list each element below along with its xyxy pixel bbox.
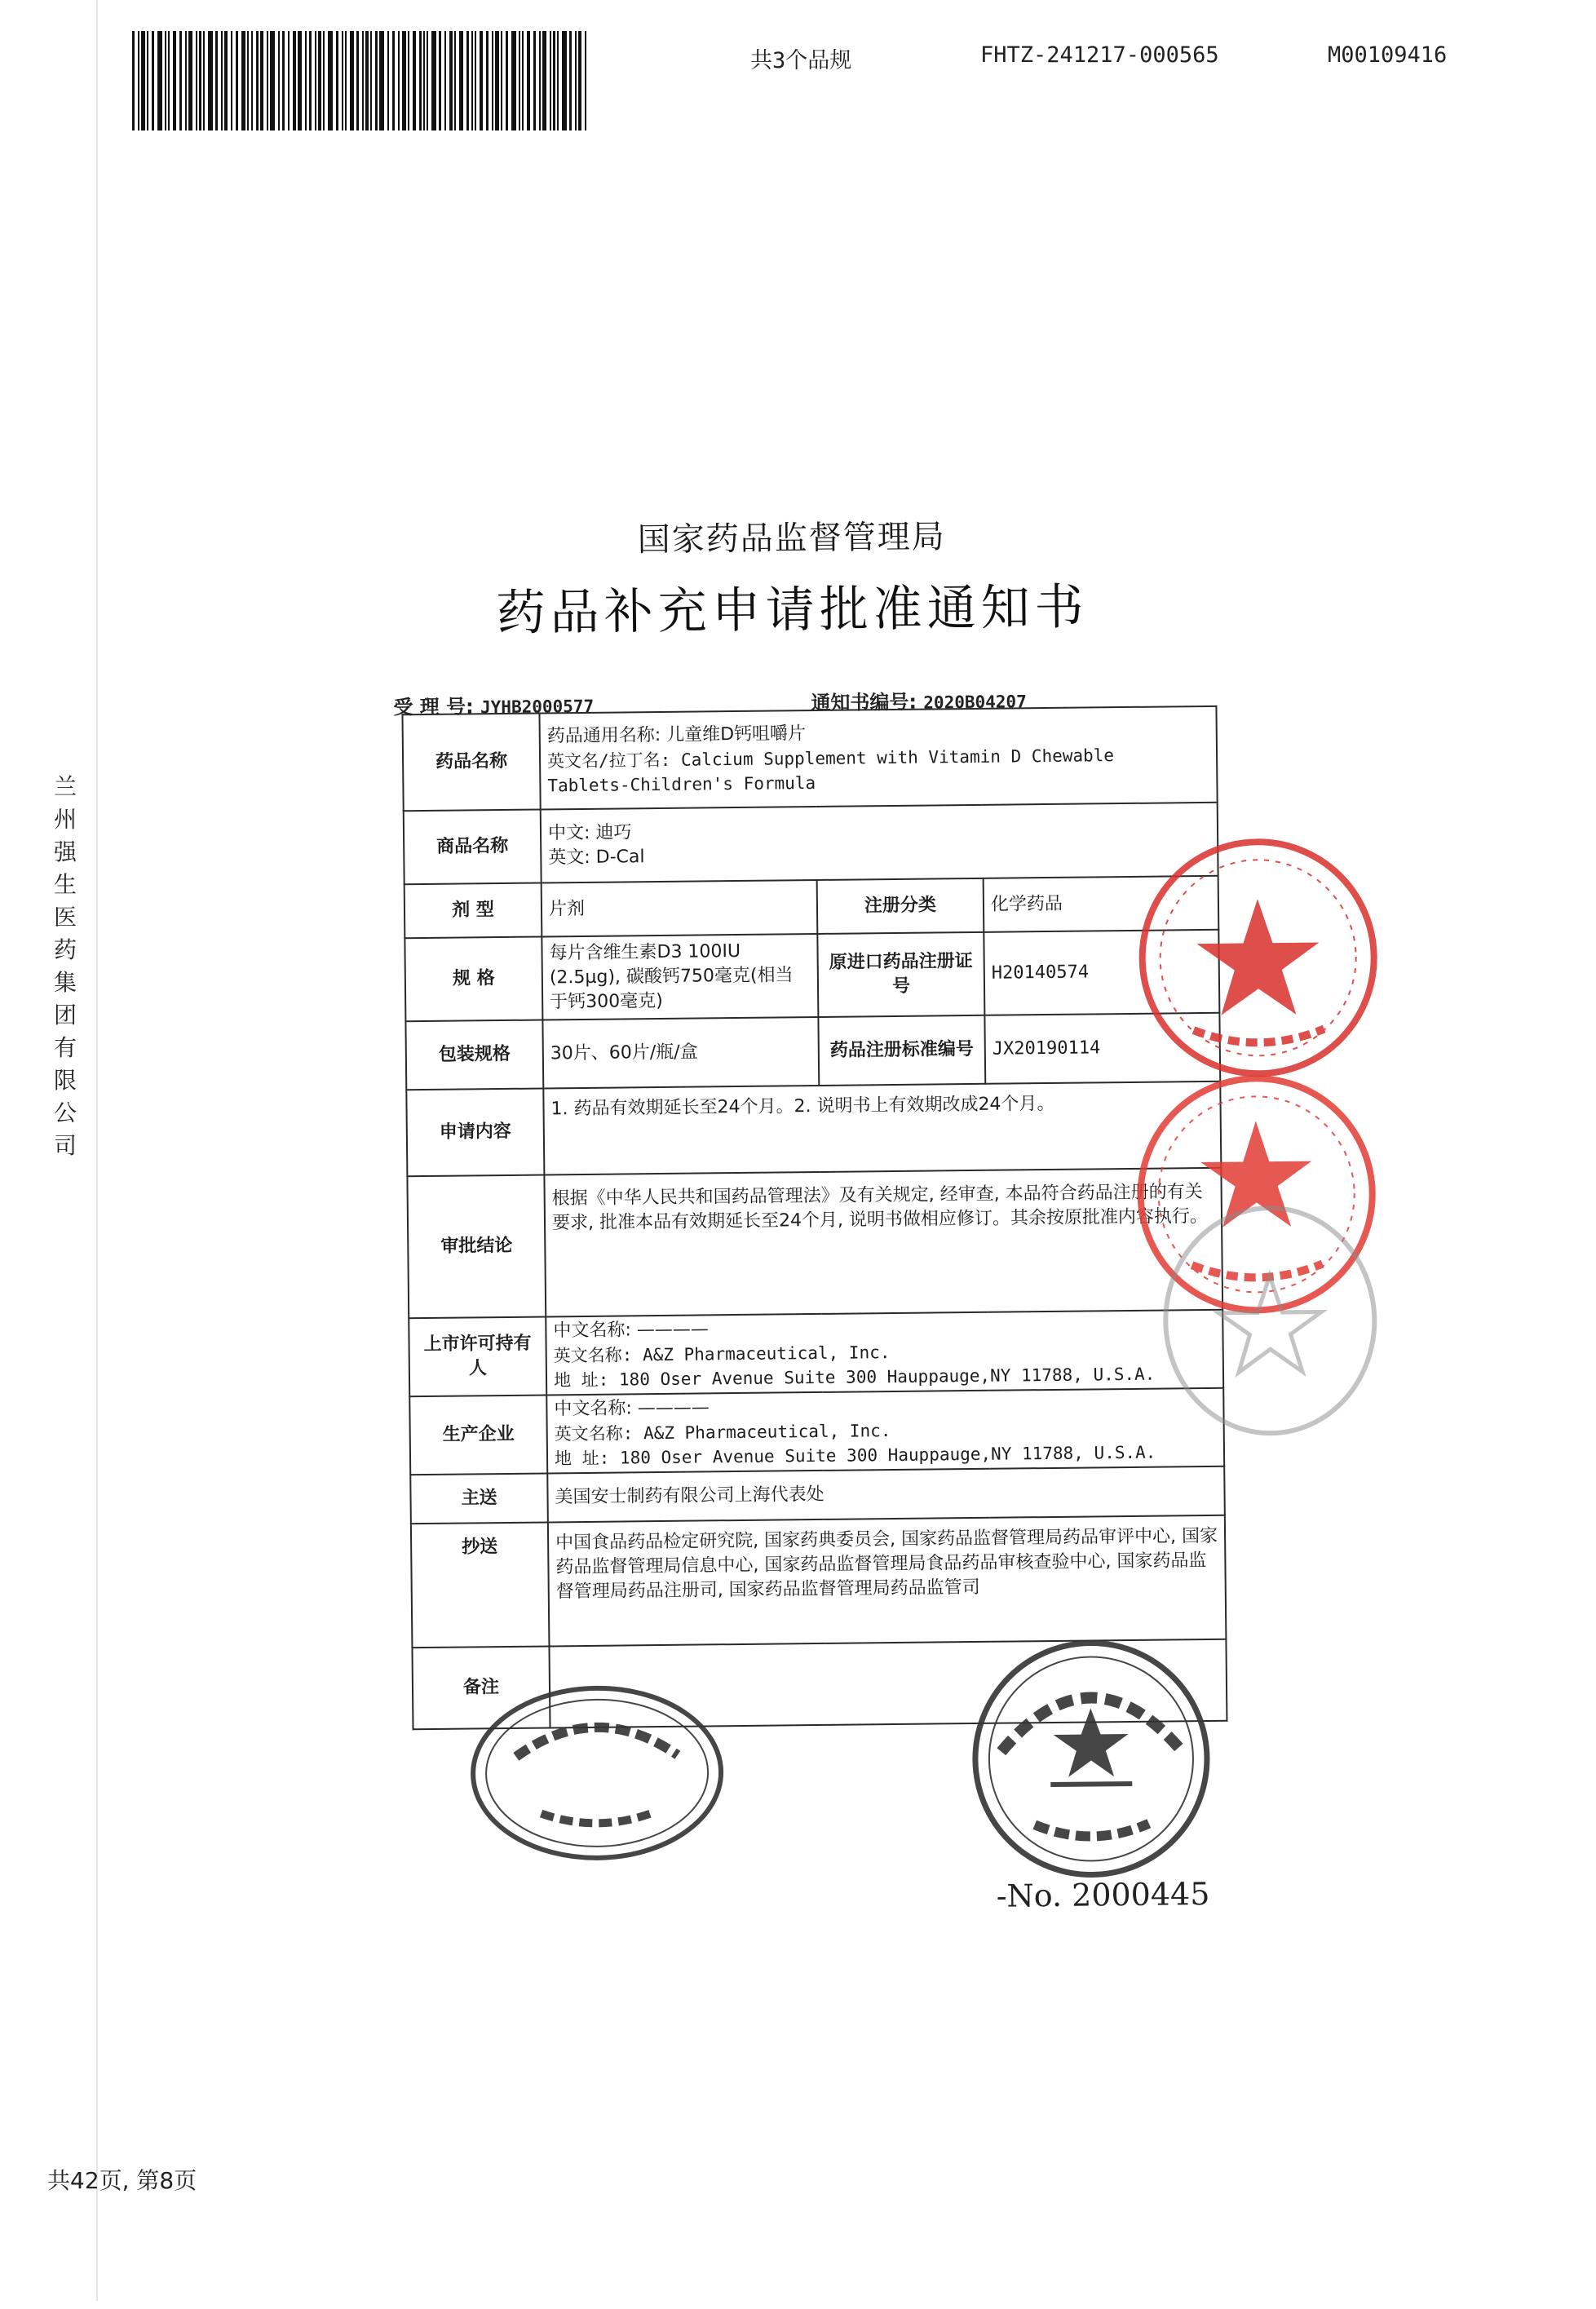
drug-name-cell (539, 706, 1217, 810)
holder-cell (546, 1310, 1223, 1396)
table-row (407, 1168, 1222, 1318)
english-name-2: Tablets-Children's Formula (547, 772, 816, 796)
holder-cn: 中文名称: ———— (553, 1319, 709, 1342)
page-counter: 共42页, 第8页 (47, 2167, 197, 2194)
dosage-value: 片剂 (542, 880, 818, 937)
table-row (405, 930, 1219, 1021)
table-row (402, 706, 1217, 811)
notice-title: 药品补充申请批准通知书 (496, 578, 1090, 643)
label-reg-class: 注册分类 (817, 878, 984, 934)
label-spec: 规 格 (405, 937, 542, 1022)
holder-address: 地 址: 180 Oser Avenue Suite 300 Hauppauge,NY 11788, U.S.A. (553, 1364, 1156, 1391)
notice-number-label: 通知书编号: (811, 690, 917, 715)
manufacturer-en: 英文名称: A&Z Pharmaceutical, Inc. (554, 1421, 891, 1444)
label-dosage: 剂 型 (405, 883, 542, 939)
application-value: 1. 药品有效期延长至24个月。2. 说明书上有效期改成24个月。 (543, 1082, 1221, 1175)
label-application: 申请内容 (406, 1088, 544, 1176)
reg-class-value: 化学药品 (984, 876, 1219, 932)
label-remark: 备注 (412, 1646, 550, 1729)
label-manufacturer: 生产企业 (409, 1395, 547, 1475)
label-cc: 抄送 (411, 1522, 550, 1648)
manufacturer-address: 地 址: 180 Oser Avenue Suite 300 Hauppauge,NY 11788, U.S.A. (554, 1442, 1156, 1469)
label-package: 包装规格 (405, 1020, 543, 1090)
table-row (411, 1515, 1227, 1648)
approval-table (401, 706, 1227, 1730)
orig-reg-no-value: H20140574 (984, 930, 1219, 1015)
red-quality-seal-top (1134, 834, 1382, 1082)
table-row (404, 803, 1218, 884)
nmpa-registration-seal (967, 1635, 1214, 1882)
notice-number-value: 2020B04207 (923, 692, 1027, 713)
trade-name-cell (541, 803, 1218, 883)
agency-name: 国家药品监督管理局 (637, 518, 946, 560)
table-row (405, 876, 1219, 938)
label-drug-name: 药品名称 (402, 714, 540, 812)
trade-name-en: 英文: D-Cal (548, 847, 645, 869)
conclusion-value: 根据《中华人民共和国药品管理法》及有关规定, 经审查, 本品符合药品注册的有关要求, 批准本品有效期延长至24个月, 说明书做相应修订。其余按原批准内容执行。 (544, 1168, 1222, 1317)
accept-number-label: 受 理 号: (393, 695, 474, 719)
label-holder: 上市许可持有人 (409, 1316, 546, 1396)
label-conclusion: 审批结论 (407, 1174, 546, 1318)
label-std-no: 药品注册标准编号 (818, 1015, 985, 1086)
spec-value: 每片含维生素D3 100IU (2.5μg), 碳酸钙750毫克(相当于钙300毫克) (542, 934, 818, 1020)
cc-value: 中国食品药品检定研究院, 国家药典委员会, 国家药品监督管理局药品审评中心, 国家药品监督管理局信息中心, 国家药品监督管理局食品药品审核查验中心, 国家药品监督管理局药品注册司, 国家药品监督管理局药品监管司 (548, 1515, 1227, 1647)
table-row (406, 1082, 1221, 1176)
std-no-value: JX20190114 (984, 1013, 1220, 1084)
serial-number: -No. 2000445 (996, 1875, 1210, 1914)
accept-number-value: JYHB2000577 (480, 696, 595, 718)
package-value: 30片、60片/瓶/盒 (542, 1017, 819, 1089)
main-to-value: 美国安士制药有限公司上海代表处 (547, 1466, 1225, 1523)
english-name-1: 英文名/拉丁名: Calcium Supplement with Vitamin D Chewable (546, 745, 1115, 772)
side-company-text: 兰州强生医药集团有限公司 (53, 773, 77, 1159)
holder-en: 英文名称: A&Z Pharmaceutical, Inc. (553, 1342, 891, 1366)
spec-count: 共3个品规 (750, 48, 852, 73)
label-orig-reg-no: 原进口药品注册证号 (817, 932, 984, 1017)
trade-name-cn: 中文: 迪巧 (547, 822, 632, 844)
table-row (409, 1388, 1224, 1475)
table-row (409, 1310, 1223, 1396)
qc-inspection-seal (466, 1681, 727, 1864)
manufacturer-cell (546, 1388, 1224, 1474)
manufacturer-cn: 中文名称: ———— (554, 1397, 710, 1420)
m-code: M00109416 (1328, 42, 1448, 68)
gray-company-seal (1159, 1201, 1382, 1440)
label-main-to: 主送 (410, 1473, 548, 1524)
document-code: FHTZ-241217-000565 (980, 42, 1219, 68)
label-trade-name: 商品名称 (404, 810, 542, 885)
table-row (410, 1466, 1225, 1524)
table-row (405, 1013, 1220, 1090)
generic-name: 药品通用名称: 儿童维D钙咀嚼片 (546, 723, 807, 747)
